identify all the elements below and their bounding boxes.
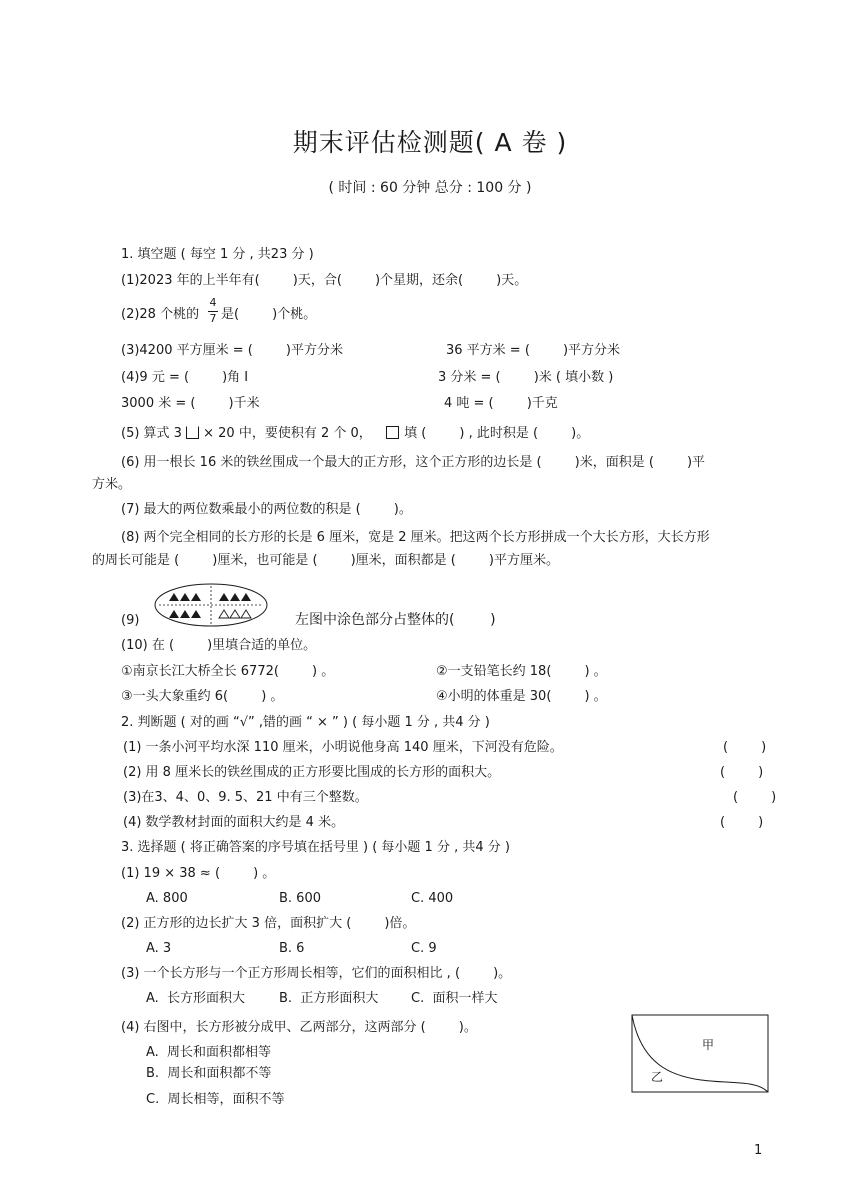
- section1-heading: 1. 填空题 ( 每空 1 分 , 共23 分 ): [121, 247, 314, 262]
- choice-q2-c: C. 9: [411, 941, 437, 956]
- question-1-8-line2: 的周长可能是 ( )厘米，也可能是 ( )厘米，面积都是 ( )平方厘米。: [92, 553, 560, 568]
- question-1-2-post: 是( )个桃。: [221, 307, 317, 322]
- figure-label-jia: 甲: [702, 1038, 715, 1052]
- question-1-7: (7) 最大的两位数乘最小的两位数的积是 ( )。: [121, 502, 412, 517]
- question-1-4c: 3000 米 = ( )千米: [121, 396, 260, 411]
- judge-bracket-2: ( ): [720, 765, 764, 780]
- judge-item-1: (1) 一条小河平均水深 110 厘米，小明说他身高 140 厘米，下河没有危险。: [123, 740, 563, 755]
- question-1-2-pre: (2)28 个桃的: [121, 307, 200, 322]
- question-1-5-post: 填 ( ) , 此时积是 ( )。: [400, 426, 590, 441]
- judge-bracket-4: ( ): [720, 815, 764, 830]
- choice-q4-b: B. 周长和面积都不等: [146, 1066, 272, 1081]
- choice-q4-c: C. 周长相等，面积不等: [146, 1092, 285, 1107]
- question-1-10-4: ④小明的体重是 30( ) 。: [436, 689, 607, 704]
- judge-item-3: (3)在3、4、0、9. 5、21 中有三个整数。: [123, 790, 368, 805]
- choice-q2: (2) 正方形的边长扩大 3 倍，面积扩大 ( )倍。: [121, 916, 416, 931]
- judge-bracket-1: ( ): [723, 740, 767, 755]
- question-1-10-2: ②一支铅笔长约 18( ) 。: [436, 664, 607, 679]
- section2-heading: 2. 判断题 ( 对的画 “√” ,错的画 “ × ” ) ( 每小题 1 分 , 共4 分 ): [121, 715, 490, 730]
- choice-q3-c: C. 面积一样大: [411, 991, 498, 1006]
- question-1-9-label: (9): [121, 613, 140, 628]
- fraction-denominator: 7: [209, 312, 217, 325]
- choice-q1: (1) 19 × 38 ≈ ( ) 。: [121, 866, 276, 881]
- choice-q1-c: C. 400: [411, 891, 454, 906]
- judge-bracket-3: ( ): [733, 790, 777, 805]
- question-1-4d: 4 吨 = ( )千克: [444, 396, 558, 411]
- question-1-6-line2: 方米。: [92, 477, 132, 492]
- section3-heading: 3. 选择题 ( 将正确答案的序号填在括号里 ) ( 每小题 1 分 , 共4 分 ): [121, 840, 510, 855]
- choice-q2-a: A. 3: [146, 941, 172, 956]
- question-1-8-line1: (8) 两个完全相同的长方形的长是 6 厘米，宽是 2 厘米。把这两个长方形拼成一个大长方形，大长方形: [121, 530, 710, 545]
- blank-box: [186, 426, 199, 439]
- question-1-10-3: ③一头大象重约 6( ) 。: [121, 689, 284, 704]
- question-1-4b: 3 分米 = ( )米 ( 填小数 ): [438, 370, 614, 385]
- judge-item-4: (4) 数学教材封面的面积大约是 4 米。: [123, 815, 345, 830]
- question-1-3b: 36 平方米 = ( )平方分米: [446, 343, 621, 358]
- choice-q3-b: B. 正方形面积大: [279, 991, 379, 1006]
- triangles-oval-figure: [153, 582, 269, 628]
- page-number: 1: [754, 1143, 763, 1158]
- question-1-3a: (3)4200 平方厘米 = ( )平方分米: [121, 343, 343, 358]
- question-1-5-mid: × 20 中，要使积有 2 个 0，: [199, 426, 372, 441]
- choice-q2-b: B. 6: [279, 941, 305, 956]
- figure-label-yi: 乙: [651, 1070, 664, 1084]
- choice-q3-a: A. 长方形面积大: [146, 991, 246, 1006]
- fraction-numerator: 4: [209, 296, 217, 309]
- choice-q3: (3) 一个长方形与一个正方形周长相等，它们的面积相比 , ( )。: [121, 966, 512, 981]
- judge-item-2: (2) 用 8 厘米长的铁丝围成的正方形要比围成的长方形的面积大。: [123, 765, 501, 780]
- exam-info: ( 时间 : 60 分钟 总分 : 100 分 ): [328, 180, 532, 196]
- question-1-4a: (4)9 元 = ( )角 I: [121, 370, 249, 385]
- blank-box: [386, 426, 399, 439]
- choice-q4-a: A. 周长和面积都相等: [146, 1045, 272, 1060]
- question-1-9-text: 左图中涂色部分占整体的( ): [295, 612, 496, 628]
- question-1-10-1: ①南京长江大桥全长 6772( ) 。: [121, 664, 335, 679]
- question-1-1: (1)2023 年的上半年有( )天，合( )个星期，还余( )天。: [121, 273, 528, 288]
- question-1-10: (10) 在 ( )里填合适的单位。: [121, 638, 317, 653]
- choice-q1-b: B. 600: [279, 891, 321, 906]
- question-1-6-line1: (6) 用一根长 16 米的铁丝围成一个最大的正方形，这个正方形的边长是 ( )米，面积是 ( )平: [121, 455, 706, 470]
- choice-q1-a: A. 800: [146, 891, 188, 906]
- page-title: 期末评估检测题( A 卷 ): [292, 128, 568, 157]
- choice-q4: (4) 右图中，长方形被分成甲、乙两部分，这两部分 ( )。: [121, 1020, 477, 1035]
- question-1-5-pre: (5) 算式 3: [121, 426, 182, 441]
